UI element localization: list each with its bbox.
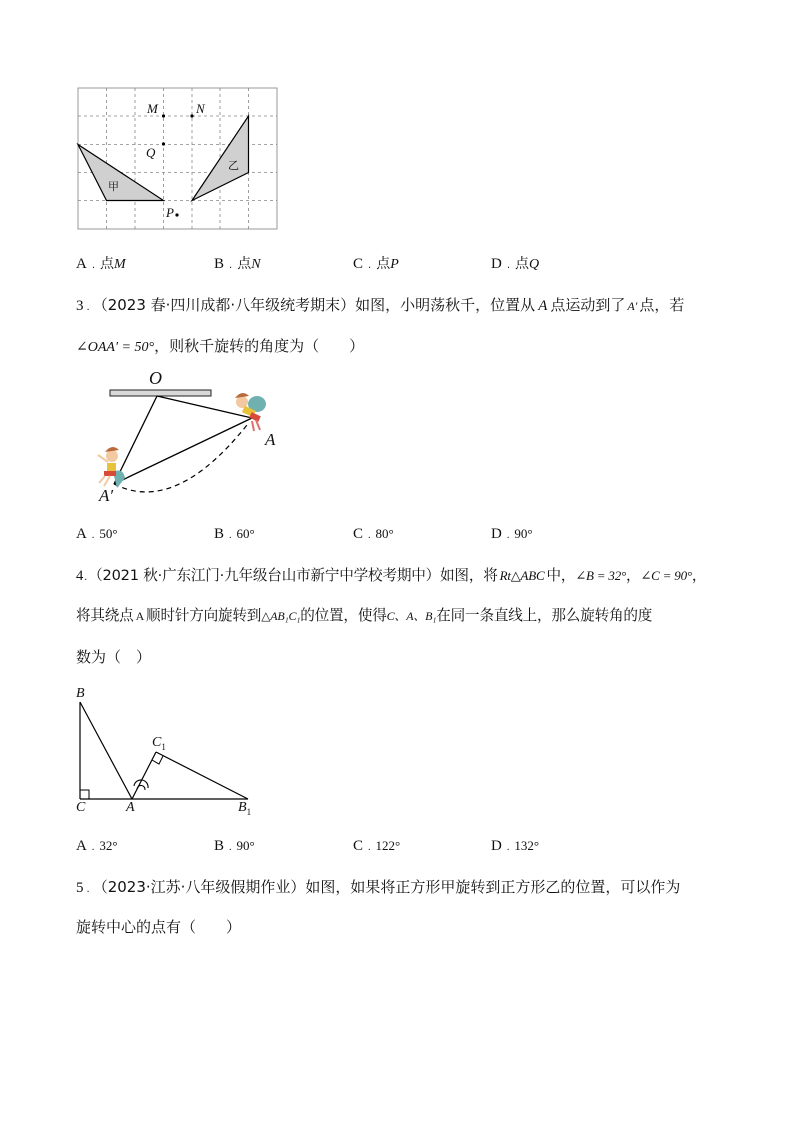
- label-n: N: [196, 101, 205, 116]
- label-p: P: [166, 205, 174, 220]
- label-jia: 甲: [108, 180, 119, 193]
- q2-option-d[interactable]: D . 点Q: [491, 256, 540, 272]
- label-c1: $C_1$: [152, 735, 166, 752]
- q2-option-a[interactable]: A . 点M: [76, 256, 126, 272]
- label-a-prime: A′: [99, 486, 114, 505]
- q5-source: （2023·江苏·八年级假期作业）: [92, 878, 306, 896]
- label-b1: $B_1$: [238, 800, 252, 817]
- label-m: M: [147, 101, 158, 116]
- right-angle-mark-c: [80, 790, 89, 799]
- q3-number: 3: [76, 298, 84, 314]
- q5-stem-line1: 5 . （2023·江苏·八年级假期作业）如图，如果将正方形甲旋转到正方形乙的位置，可以作为: [76, 878, 681, 896]
- q4-stem-line1: 4.（2021 秋·广东江门·九年级台山市新宁中学校考期中）如图，将 Rt△ABC 中，∠B = 32°，∠C = 90°，: [76, 567, 707, 584]
- q3-stem-line1: 3 . （2023 春·四川成都·八年级统考期末）如图，小明荡秋千，位置从 A 点运动到了 A′ 点，若: [76, 296, 685, 314]
- label-q: Q: [146, 145, 156, 160]
- q4-stem-line2: 将其绕点 A 顺时针方向旋转到△AB₁C₁的位置，使得C、A、B₁在同一条直线上，那么旋转角的度: [76, 607, 653, 624]
- q4-option-b[interactable]: B . 90°: [214, 838, 255, 854]
- q2-option-b[interactable]: B . 点N: [214, 256, 261, 272]
- q5-stem-line2: 旋转中心的点有（ ）: [76, 918, 242, 936]
- label-b: B: [76, 686, 85, 701]
- q3-angle-condition: ∠OAA′ = 50°: [76, 340, 155, 355]
- q3-option-c[interactable]: C . 80°: [353, 526, 394, 542]
- q3-option-b[interactable]: B . 60°: [214, 526, 255, 542]
- label-c: C: [76, 800, 86, 815]
- segment-ac1: [132, 752, 156, 799]
- q4-stem-line3: 数为（ ）: [76, 648, 152, 666]
- q4-option-a[interactable]: A . 32°: [76, 838, 118, 854]
- segment-c1b1: [156, 752, 248, 799]
- q4-source: （2021 秋·广东江门·九年级台山市新宁中学校考期中）: [88, 567, 441, 584]
- label-a: A: [265, 430, 276, 449]
- q3-source: （2023 春·四川成都·八年级统考期末）: [92, 296, 356, 314]
- q3-option-d[interactable]: D . 90°: [491, 526, 533, 542]
- q3-stem-line2: ∠OAA′ = 50°，则秋千旋转的角度为（ ）: [76, 337, 365, 355]
- q4-number: 4: [76, 568, 84, 584]
- label-o: O: [149, 368, 162, 388]
- q5-number: 5: [76, 880, 84, 896]
- q4-option-d[interactable]: D . 132°: [491, 838, 540, 854]
- q4-triangle-figure: [0, 0, 300, 830]
- segment-ab: [80, 702, 132, 799]
- q4-option-c[interactable]: C . 122°: [353, 838, 401, 854]
- q3-option-a[interactable]: A . 50°: [76, 526, 118, 542]
- label-a-q4: A: [126, 800, 135, 815]
- label-yi: 乙: [228, 159, 239, 172]
- q2-option-c[interactable]: C . 点P: [353, 256, 399, 272]
